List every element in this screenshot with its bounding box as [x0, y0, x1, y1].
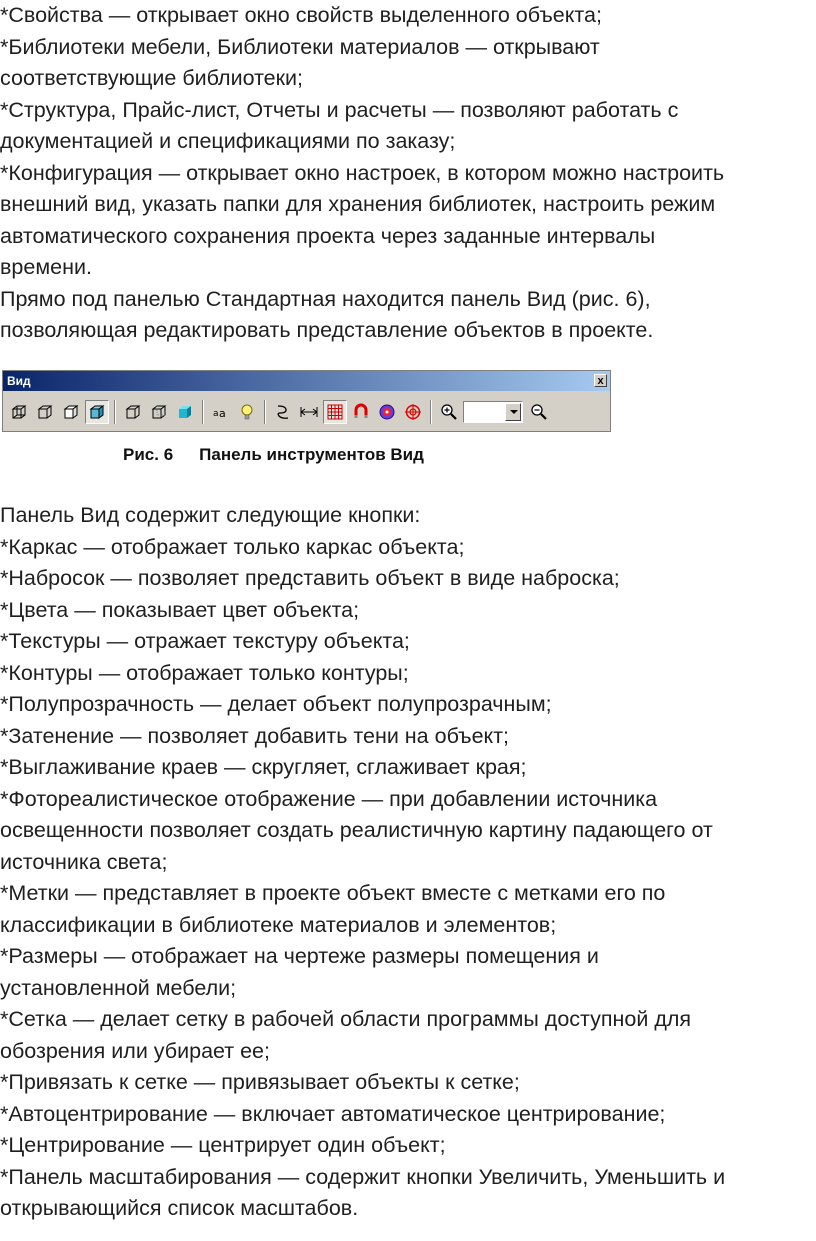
text-line: источника света;: [0, 849, 168, 874]
text-line: *Центрирование — центрирует один объект;: [0, 1133, 446, 1157]
text-line: *Конфигурация — открывает окно настроек, в котором можно настроить: [0, 160, 725, 185]
text-line: *Структура, Прайс-лист, Отчеты и расчеты — позволяют работать с: [0, 97, 679, 122]
svg-text:a: a: [213, 409, 219, 419]
toolbar-titlebar: [3, 371, 610, 391]
zoom-out-icon[interactable]: [527, 400, 551, 424]
caption-title: Панель инструментов Вид: [199, 445, 424, 464]
text-line: *Метки — представляет в проекте объект вместе с метками его по: [0, 881, 666, 905]
text-line: позволяющая редактировать представление объектов в проекте.: [0, 318, 654, 342]
text-line: Прямо под панелью Стандартная находится панель Вид (рис. 6),: [0, 286, 651, 311]
labels-icon[interactable]: [209, 400, 233, 424]
intro-text: [0, 0, 812, 347]
text-line: соответствующие библиотеки;: [0, 66, 304, 90]
close-icon[interactable]: x: [594, 374, 607, 387]
wireframe-icon[interactable]: [7, 400, 31, 424]
toolbar-separator: [202, 400, 204, 424]
text-line: *Затенение — позволяет добавить тени на объект;: [0, 723, 510, 748]
transparency-icon[interactable]: [147, 400, 171, 424]
text-line: *Каркас — отображает только каркас объекта;: [0, 534, 465, 559]
caption-label: Рис. 6: [123, 445, 174, 464]
svg-text:a: a: [219, 407, 226, 420]
view-toolbar-figure: [2, 370, 611, 432]
snap-to-grid-icon[interactable]: [349, 400, 373, 424]
toolbar-separator: [264, 400, 266, 424]
contours-icon[interactable]: [121, 400, 145, 424]
text-line: *Фотореалистическое отображение — при добавлении источника: [0, 786, 658, 811]
sketch-icon[interactable]: [33, 400, 57, 424]
text-line: *Текстуры — отражает текстуру объекта;: [0, 629, 410, 653]
toolbar-separator: [114, 400, 116, 424]
toolbar-title: Вид: [7, 374, 31, 388]
text-line: *Полупрозрачность — делает объект полупрозрачным;: [0, 692, 552, 716]
toolbar-separator: [430, 400, 432, 424]
grid-icon[interactable]: [323, 400, 347, 424]
dimensions-icon[interactable]: [297, 400, 321, 424]
text-line: открывающийся список масштабов.: [0, 1196, 359, 1220]
text-line: времени.: [0, 255, 92, 279]
chevron-down-icon[interactable]: [505, 403, 521, 421]
text-line: классификации в библиотеке материалов и элементов;: [0, 912, 557, 937]
shading-icon[interactable]: [173, 400, 197, 424]
text-line: *Свойства — открывает окно свойств выделенного объекта;: [0, 3, 602, 27]
text-line: освещенности позволяет создать реалистичную картину падающего от: [0, 818, 713, 842]
text-line: *Сетка — делает сетку в рабочей области программы доступной для: [0, 1007, 692, 1031]
buttons-description: [0, 500, 812, 1225]
center-icon[interactable]: [401, 400, 425, 424]
colors-icon[interactable]: [59, 400, 83, 424]
text-line: документацией и спецификациями по заказу;: [0, 129, 456, 153]
text-line: *Библиотеки мебели, Библиотеки материалов — открывают: [0, 34, 600, 59]
text-line: установленной мебели;: [0, 975, 237, 1000]
figure-caption: [123, 444, 424, 466]
text-line: *Набросок — позволяет представить объект в виде наброска;: [0, 566, 620, 590]
text-line: *Панель масштабирования — содержит кнопки Увеличить, Уменьшить и: [0, 1164, 726, 1189]
text-line: *Контуры — отображает только контуры;: [0, 660, 409, 685]
text-line: *Выглаживание краев — скругляет, сглаживает края;: [0, 755, 527, 779]
zoom-in-icon[interactable]: [437, 400, 461, 424]
toolbar-buttons: [7, 397, 607, 427]
lamp-icon[interactable]: [235, 400, 259, 424]
text-line: *Цвета — показывает цвет объекта;: [0, 597, 360, 622]
text-line: внешний вид, указать папки для хранения библиотек, настроить режим: [0, 192, 716, 216]
zoom-select[interactable]: [463, 401, 523, 423]
autocenter-icon[interactable]: [375, 400, 399, 424]
smooth-edges-icon[interactable]: [271, 400, 295, 424]
text-line: обозрения или убирает ее;: [0, 1038, 270, 1063]
text-line: *Автоцентрирование — включает автоматическое центрирование;: [0, 1101, 666, 1126]
text-line: автоматического сохранения проекта через заданные интервалы: [0, 223, 656, 248]
textures-icon[interactable]: [85, 400, 109, 424]
text-line: *Привязать к сетке — привязывает объекты к сетке;: [0, 1070, 520, 1094]
text-line: *Размеры — отображает на чертеже размеры помещения и: [0, 944, 599, 968]
text-line: Панель Вид содержит следующие кнопки:: [0, 503, 421, 527]
